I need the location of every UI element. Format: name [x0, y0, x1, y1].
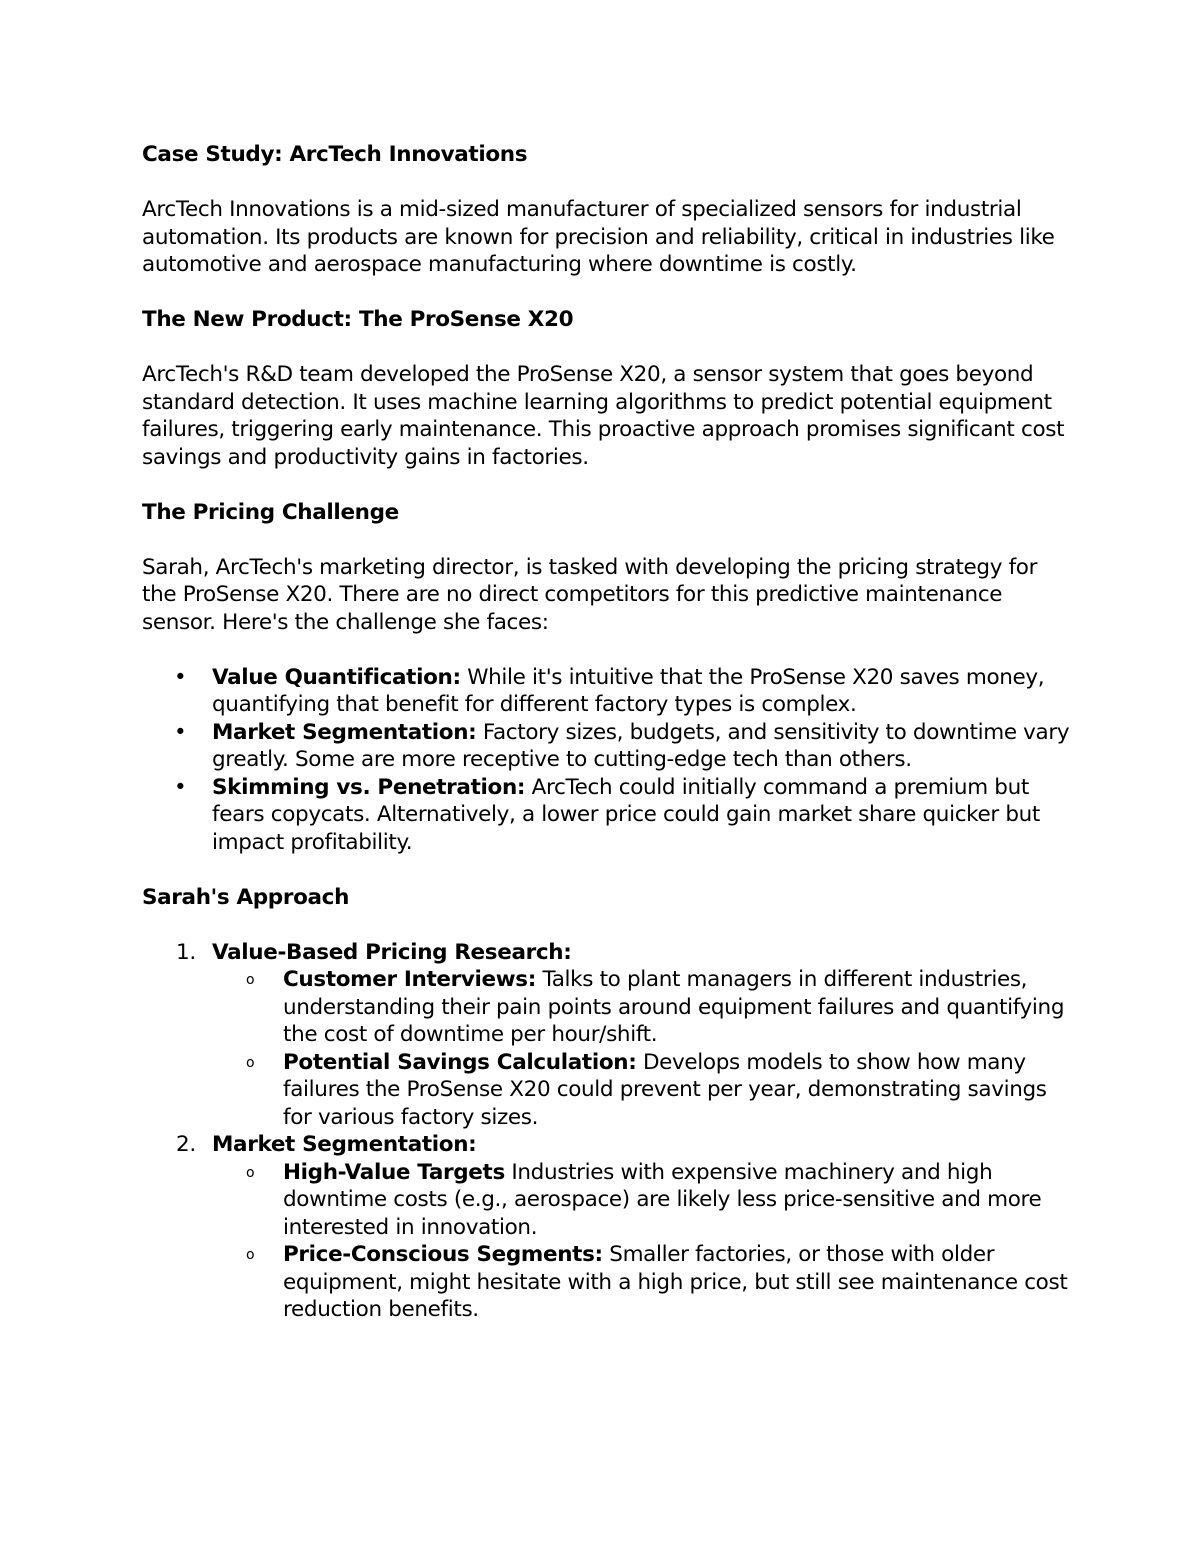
bullet-icon: • — [174, 774, 187, 800]
list-item — [142, 1131, 1072, 1324]
list-item — [142, 719, 1072, 774]
bullet-text: While it's intuitive that the ProSense X20 saves money, quantifying that benefit for different factory types is complex. — [212, 664, 1045, 717]
sub-item-text: Industries with expensive machinery and high downtime costs (e.g., aerospace) are likely less price-sensitive and more interested in innovation. — [283, 1159, 1042, 1240]
sub-item-text: Talks to plant managers in different industries, understanding their pain points around equipment failures and quantifying the cost of downtime per hour/shift. — [283, 967, 1065, 1047]
step-number: 1. — [176, 939, 196, 965]
step-number: 2. — [176, 1132, 196, 1157]
step-label: Market Segmentation: — [212, 1132, 477, 1157]
bullet-label: Value Quantification: — [212, 664, 461, 690]
pricing-challenge-paragraph: Sarah, ArcTech's marketing director, is tasked with developing the pricing strategy for the ProSense X20. There are no direct competitors for this predictive maintenance sensor. Here's the challenge she faces: — [142, 554, 1038, 635]
spacer — [142, 279, 1072, 307]
sub-list-item — [212, 1241, 1072, 1324]
new-product-paragraph: ArcTech's R&D team developed the ProSense X20, a sensor system that goes beyond standard detection. It uses machine learning algorithms to predict potential equipment failures, triggering early maintenance. This proactive approach promises significant cost savings and productivity gains in factories. — [142, 362, 1065, 470]
circle-bullet-icon: o — [246, 1164, 255, 1181]
spacer — [142, 856, 1072, 884]
bullet-icon: • — [174, 719, 187, 745]
bullet-text: Factory sizes, budgets, and sensitivity to downtime vary greatly. Some are more receptive to cutting-edge tech than others. — [212, 719, 1070, 772]
spacer — [142, 911, 1072, 939]
document-page — [142, 141, 1072, 1324]
sub-item-label: Potential Savings Calculation: — [283, 1049, 637, 1075]
challenge-bullet-list — [142, 664, 1072, 857]
sub-list-item — [212, 1049, 1072, 1132]
sub-list — [212, 966, 1072, 1131]
sub-list-item — [212, 1159, 1072, 1242]
list-item — [142, 664, 1072, 719]
approach-numbered-list — [142, 939, 1072, 1324]
sub-item-text: Develops models to show how many failures the ProSense X20 could prevent per year, demonstrating savings for various factory sizes. — [283, 1049, 1047, 1130]
spacer — [142, 526, 1072, 554]
sub-item-label: Customer Interviews: — [283, 967, 536, 992]
list-item — [142, 939, 1072, 1132]
bullet-label: Skimming vs. Penetration: — [212, 774, 526, 800]
bullet-icon: • — [174, 664, 187, 690]
circle-bullet-icon: o — [246, 1247, 255, 1263]
document-title: Case Study: ArcTech Innovations — [142, 142, 528, 167]
section-heading-sarahs-approach: Sarah's Approach — [142, 884, 350, 910]
list-item — [142, 774, 1072, 857]
sub-list — [212, 1159, 1072, 1324]
section-heading-new-product: The New Product: The ProSense X20 — [142, 307, 574, 332]
sub-item-label: Price-Conscious Segments: — [283, 1242, 603, 1267]
sub-list-item — [212, 966, 1072, 1049]
intro-paragraph: ArcTech Innovations is a mid-sized manufacturer of specialized sensors for industrial automation. Its products are known for precision and reliability, critical in industries like automotive and aerospace manufacturing where downtime is costly. — [142, 197, 1055, 277]
circle-bullet-icon: o — [246, 1054, 255, 1071]
spacer — [142, 636, 1072, 664]
bullet-text: ArcTech could initially command a premium but fears copycats. Alternatively, a lower price could gain market share quicker but impact profitability. — [212, 774, 1041, 855]
spacer — [142, 334, 1072, 362]
circle-bullet-icon: o — [246, 972, 255, 988]
spacer — [142, 169, 1072, 197]
sub-item-label: High-Value Targets — [283, 1159, 505, 1185]
step-label: Value-Based Pricing Research: — [212, 939, 572, 965]
spacer — [142, 471, 1072, 499]
section-heading-pricing-challenge: The Pricing Challenge — [142, 499, 399, 525]
bullet-label: Market Segmentation: — [212, 719, 477, 745]
sub-item-text: Smaller factories, or those with older equipment, might hesitate with a high price, but still see maintenance cost reduction benefits. — [283, 1242, 1068, 1322]
